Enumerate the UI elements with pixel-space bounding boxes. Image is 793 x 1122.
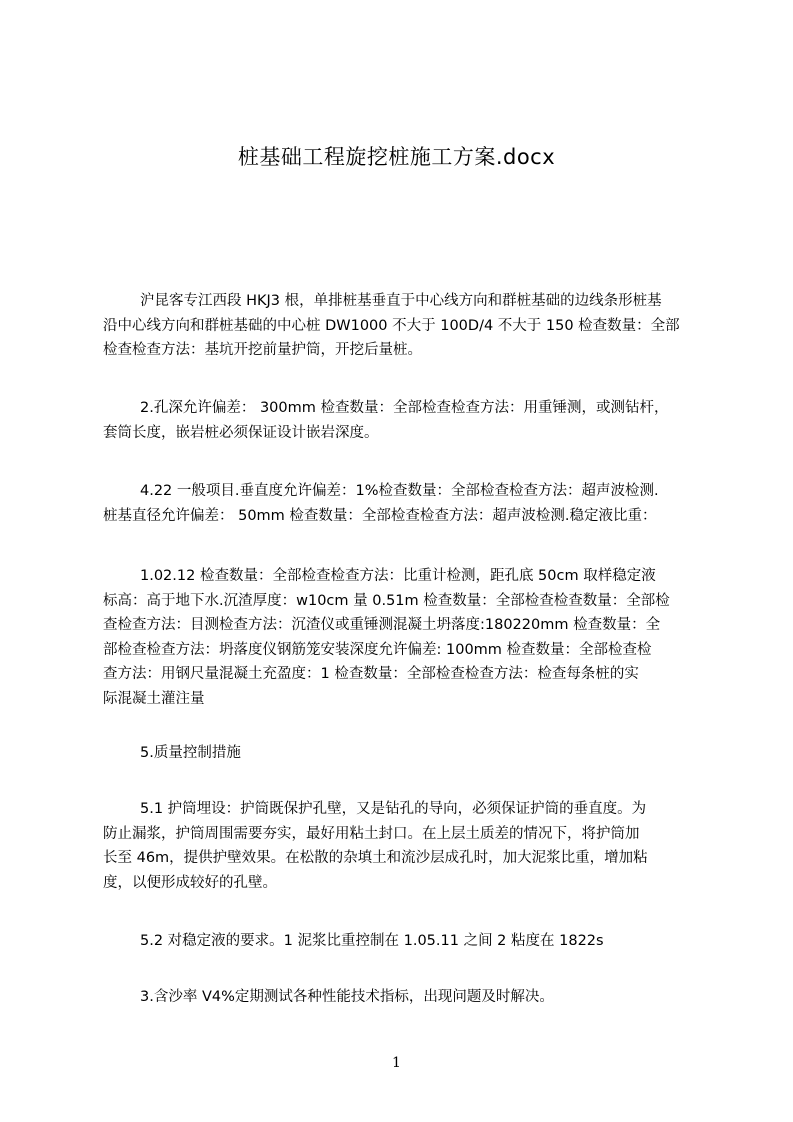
paragraph-line: 防止漏浆，护筒周围需要夯实，最好用粘土封口。在上层土质差的情况下，将护筒加: [103, 825, 640, 842]
paragraph-line: 沿中心线方向和群桩基础的中心桩 DW1000 不大于 100D/4 不大于 150 检查数量：全部: [103, 317, 680, 334]
page-number: 1: [392, 1055, 401, 1071]
paragraph-2: [103, 396, 700, 445]
paragraph-line: 长至 46m，提供护壁效果。在松散的杂填土和流沙层成孔时，加大泥浆比重，增加粘: [103, 850, 648, 867]
paragraph-line: 套筒长度，嵌岩桩必须保证设计嵌岩深度。: [103, 424, 379, 441]
paragraph-line: 4.22 一般项目.垂直度允许偏差：1%检查数量：全部检查检查方法：超声波检测.: [140, 483, 659, 499]
paragraph-line: 沪昆客专江西段 HKJ3 根，单排桩基垂直于中心线方向和群桩基础的边线条形桩基: [140, 293, 662, 309]
paragraph-line: 部检查检查方法：坍落度仪钢筋笼安装深度允许偏差: 100mm 检查数量：全部检查检: [103, 641, 652, 658]
paragraph-line: 检查检查方法：基坑开挖前量护筒，开挖后量桩。: [103, 342, 422, 359]
paragraph-line: 查方法：用钢尺量混凝土充盈度：1 检查数量：全部检查检查方法：检查每条桩的实: [103, 666, 639, 683]
paragraph-line: 5.1 护筒埋设：护筒既保护孔壁，又是钻孔的导向，必须保证护筒的垂直度。为: [140, 801, 647, 817]
paragraph-line: 桩基直径允许偏差： 50mm 检查数量：全部检查检查方法：超声波检测.稳定液比重：: [103, 507, 657, 524]
paragraph-line: 标高：高于地下水.沉渣厚度：w10cm 量 0.51m 检查数量：全部检查检查数量：全部检: [103, 592, 670, 609]
paragraph-1: [103, 289, 700, 363]
paragraph-line: 3.含沙率 V4%定期测试各种性能技术指标，出现问题及时解决。: [140, 989, 554, 1005]
paragraph-line: 5.2 对稳定液的要求。1 泥浆比重控制在 1.05.11 之间 2 粘度在 1822s: [140, 933, 604, 949]
paragraph-line: 度，以便形成较好的孔壁。: [103, 874, 277, 891]
paragraph-line: 查检查方法：目测检查方法：沉渣仪或重锤测混凝土坍落度:180220mm 检查数量：全: [103, 617, 661, 634]
document-title: 桩基础工程旋挖桩施工方案.docx: [237, 145, 556, 169]
paragraph-line: 1.02.12 检查数量：全部检查检查方法：比重计检测，距孔底 50cm 取样稳定液: [140, 568, 656, 584]
paragraph-6: [103, 797, 700, 895]
paragraph-line: 2.孔深允许偏差： 300mm 检查数量：全部检查检查方法：用重锤测，或测钻杆，: [140, 400, 669, 416]
paragraph-3: [103, 479, 700, 528]
paragraph-5: [103, 741, 700, 766]
paragraph-7: [103, 929, 700, 954]
paragraph-8: [103, 985, 700, 1010]
paragraph-4: [103, 564, 700, 712]
section-heading: 5.质量控制措施: [140, 745, 241, 761]
paragraph-line: 际混凝土灌注量: [103, 690, 205, 707]
